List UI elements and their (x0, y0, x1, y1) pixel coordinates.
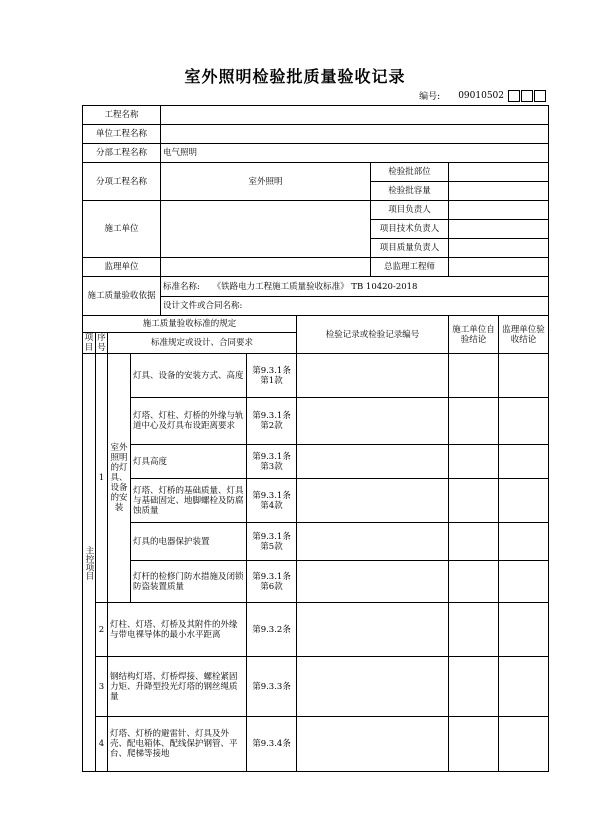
seq-header: 序号 (97, 333, 106, 353)
inspection-table (82, 105, 549, 772)
chief-supervisor-label: 总监理工程师 (371, 258, 449, 277)
constructor-conclusion-cell[interactable] (449, 657, 499, 717)
record-code (419, 89, 546, 102)
standard-label: 标准名称: (163, 281, 200, 292)
inspection-capacity-label: 检验批容量 (371, 182, 449, 201)
supervisor-conclusion-cell[interactable] (499, 717, 549, 772)
constructor-conclusion-cell[interactable] (449, 603, 499, 657)
supervisor-conclusion-cell[interactable] (499, 445, 549, 479)
sub-row-text: 灯塔、灯柱、灯桥的外缘与轨道中心及灯具布设距离要求 (131, 398, 247, 445)
record-cell[interactable] (297, 561, 449, 603)
requirement-header: 标准规定或设计、合同要求 (108, 333, 297, 354)
record-cell[interactable] (297, 603, 449, 657)
row-text: 灯塔、灯桥的避雷针、灯具及外壳、配电箱体、配线保护钢管、平台、爬梯等接地 (108, 717, 247, 772)
supervisor-label: 监理单位 (83, 258, 161, 277)
constructor-conclusion-header: 施工单位自验结论 (449, 316, 499, 354)
supervisor-conclusion-cell[interactable] (499, 354, 549, 398)
constructor-value[interactable] (161, 201, 371, 258)
record-cell[interactable] (297, 479, 449, 523)
record-cell[interactable] (297, 445, 449, 479)
group1-name: 室外照明的灯具、设备的安装 (108, 354, 131, 603)
constructor-conclusion-cell[interactable] (449, 523, 499, 561)
row-text: 钢结构灯塔、灯桥焊接、螺栓紧固力矩、升降型投光灯塔的钢丝绳质量 (108, 657, 247, 717)
sub-item-value: 室外照明 (161, 163, 371, 201)
code-box[interactable] (508, 90, 520, 102)
sub-row-text: 灯塔、灯桥的基础质量、灯具与基础固定、地脚螺栓及防腐蚀质量 (131, 479, 247, 523)
chief-supervisor-value[interactable] (449, 258, 549, 277)
quality-lead-label: 项目质量负责人 (371, 239, 449, 258)
supervisor-conclusion-cell[interactable] (499, 657, 549, 717)
row-seq: 3 (96, 657, 108, 717)
project-name-label: 工程名称 (83, 106, 161, 125)
inspection-part-label: 检验批部位 (371, 163, 449, 182)
supervisor-conclusion-cell[interactable] (499, 479, 549, 523)
division-label: 分部工程名称 (83, 144, 161, 163)
sub-row-clause: 第9.3.1条第3款 (247, 445, 297, 479)
constructor-conclusion-cell[interactable] (449, 354, 499, 398)
supervisor-conclusion-header: 监理单位验收结论 (499, 316, 549, 354)
row-seq: 2 (96, 603, 108, 657)
row-clause: 第9.3.3条 (247, 657, 297, 717)
constructor-label: 施工单位 (83, 201, 161, 258)
record-cell[interactable] (297, 398, 449, 445)
code-box[interactable] (521, 90, 533, 102)
project-name-value[interactable] (161, 106, 549, 125)
record-cell[interactable] (297, 657, 449, 717)
sub-row-clause: 第9.3.1条第1款 (247, 354, 297, 398)
unit-project-value[interactable] (161, 125, 549, 144)
record-cell[interactable] (297, 354, 449, 398)
standard-value: 《铁路电力工程施工质量验收标准》 TB 10420-2018 (212, 281, 418, 292)
spec-header: 施工质量验收标准的规定 (83, 316, 297, 333)
supervisor-conclusion-cell[interactable] (499, 523, 549, 561)
record-cell[interactable] (297, 717, 449, 772)
constructor-conclusion-cell[interactable] (449, 561, 499, 603)
sub-row-text: 灯具的电器保护装置 (131, 523, 247, 561)
sub-row-clause: 第9.3.1条第4款 (247, 479, 297, 523)
pm-label: 项目负责人 (371, 201, 449, 220)
row-clause: 第9.3.2条 (247, 603, 297, 657)
group1-seq: 1 (96, 354, 108, 603)
code-value: 09010502 (458, 90, 504, 101)
constructor-conclusion-cell[interactable] (449, 398, 499, 445)
supervisor-conclusion-cell[interactable] (499, 561, 549, 603)
row-text: 灯柱、灯塔、灯桥及其附件的外缘与带电裸导体的最小水平距离 (108, 603, 247, 657)
design-doc-label: 设计文件或合同名称: (161, 297, 549, 316)
supervisor-conclusion-cell[interactable] (499, 603, 549, 657)
inspection-part-value[interactable] (449, 163, 549, 182)
division-value: 电气照明 (161, 144, 549, 163)
sub-row-clause: 第9.3.1条第2款 (247, 398, 297, 445)
constructor-conclusion-cell[interactable] (449, 479, 499, 523)
sub-row-clause: 第9.3.1条第6款 (247, 561, 297, 603)
record-cell[interactable] (297, 523, 449, 561)
main-control-label: 主控项目 (84, 545, 94, 580)
supervisor-value[interactable] (161, 258, 371, 277)
pm-value[interactable] (449, 201, 549, 220)
page-title: 室外照明检验批质量验收记录 (184, 67, 406, 86)
sub-row-text: 灯具高度 (131, 445, 247, 479)
code-box[interactable] (534, 90, 546, 102)
code-label: 编号: (419, 92, 441, 102)
constructor-conclusion-cell[interactable] (449, 717, 499, 772)
row-clause: 第9.3.4条 (247, 717, 297, 772)
row-seq: 4 (96, 717, 108, 772)
unit-project-label: 单位工程名称 (83, 125, 161, 144)
item-header: 项目 (83, 333, 96, 354)
tech-lead-label: 项目技术负责人 (371, 220, 449, 239)
standard-row (161, 277, 549, 297)
sub-row-clause: 第9.3.1条第5款 (247, 523, 297, 561)
sub-item-label: 分项工程名称 (83, 163, 161, 201)
inspection-capacity-value[interactable] (449, 182, 549, 201)
sub-row-text: 灯杆的检修门防水措施及闭锁防盗装置质量 (131, 561, 247, 603)
basis-label: 施工质量验收依据 (83, 277, 161, 316)
tech-lead-value[interactable] (449, 220, 549, 239)
sub-row-text: 灯具、设备的安装方式、高度 (131, 354, 247, 398)
quality-lead-value[interactable] (449, 239, 549, 258)
record-header: 检验记录或检验记录编号 (297, 316, 449, 354)
main-control-cell (83, 354, 96, 772)
supervisor-conclusion-cell[interactable] (499, 398, 549, 445)
constructor-conclusion-cell[interactable] (449, 445, 499, 479)
